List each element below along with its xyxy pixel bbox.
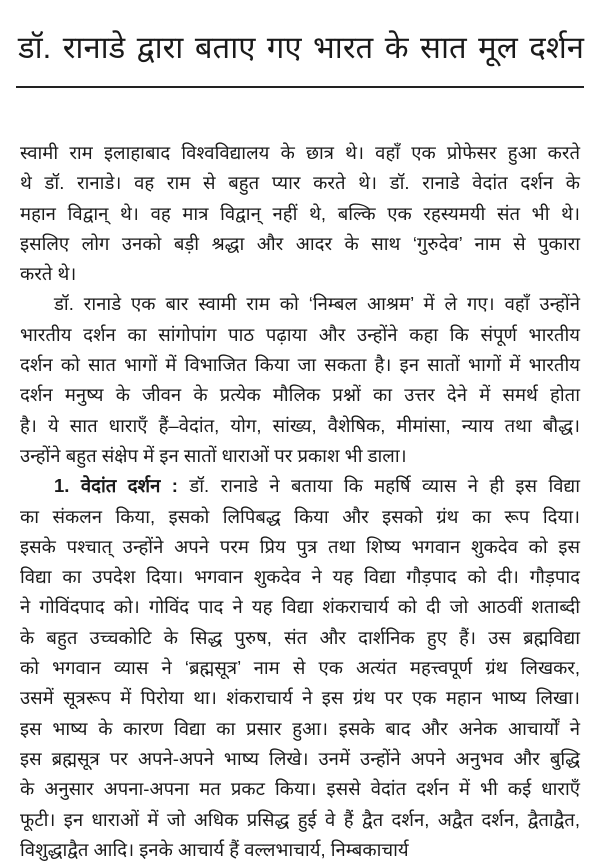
paragraph-2 [20,289,580,471]
text-line: उन्होंने बहुत संक्षेप में इन सातों धाराओं पर प्रकाश भी डाला। [20,444,407,466]
text-line [20,471,580,501]
text-line: भारतीय दर्शन का सांगोपांग पाठ पढ़ाया और उन्होंने कहा कि संपूर्ण भारतीय [20,323,580,345]
text-line: ने गोविंदपाद को। गोविंद पाद ने यह विद्या शंकराचार्य को दी जो आठवीं शताब्दी [20,596,580,618]
text-line: के अनुसार अपना-अपना मत प्रकट किया। इससे वेदांत दर्शन में भी कई धाराएँ [20,778,580,800]
text-line: इसके पश्चात् उन्होंने अपने परम प्रिय पुत्र तथा शिष्य भगवान शुकदेव को इस [20,535,580,557]
text-line: के बहुत उच्चकोटि के सिद्ध पुरुष, संत और दार्शनिक हुए हैं। उस ब्रह्मविद्या [20,626,580,648]
text-line: का संकलन किया, इसको लिपिबद्ध किया और इसको ग्रंथ का रूप दिया। [20,505,580,527]
title-underline [16,86,584,88]
text-line: डॉ. रानाडे एक बार स्वामी राम को ‘निम्बल आश्रम’ में ले गए। वहाँ उन्होंने [54,293,580,315]
text-line: करते थे। [20,263,77,285]
text-line: दर्शन को सात भागों में विभाजित किया जा सकता है। इन सातों भागों में भारतीय [20,354,580,376]
text-line: इस भाष्य के कारण विद्या का प्रसार हुआ। इसके बाद और अनेक आचार्यों ने [20,717,580,739]
section-heading: 1. वेदांत दर्शन : [54,475,178,497]
text-line: है। ये सात धाराएँ हैं–वेदांत, योग, सांख्य, वैशेषिक, मीमांसा, न्याय तथा बौद्ध। [20,414,580,436]
text-line: स्वामी राम इलाहाबाद विश्वविद्यालय के छात्र थे। वहाँ एक प्रोफेसर हुआ करते [20,142,580,163]
text-line: दर्शन मनुष्य के जीवन के प्रत्येक मौलिक प्रश्नों का उत्तर देने में समर्थ होता [20,384,580,406]
page-title: डॉ. रानाडे द्वारा बताए गए भारत के सात मूल दर्शन [18,30,584,65]
article-body [20,138,580,865]
text-line: को भगवान व्यास ने ‘ब्रह्मसूत्र’ नाम से एक अत्यंत महत्त्वपूर्ण ग्रंथ लिखकर, [20,657,580,679]
text-line: उसमें सूत्ररूप में पिरोया था। शंकराचार्य ने इस ग्रंथ पर एक महान भाष्य लिखा। [20,687,580,709]
text-line: विशुद्धाद्वैत आदि। इनके आचार्य हैं वल्लभाचार्य, निम्बकाचार्य [20,838,409,860]
text-line: इसलिए लोग उनको बड़ी श्रद्धा और आदर के साथ ‘गुरुदेव’ नाम से पुकारा [20,232,580,254]
paragraph-1 [20,138,580,289]
text-line: महान विद्वान् थे। वह मात्र विद्वान् नहीं थे, बल्कि एक रहस्यमयी संत भी थे। [20,202,580,224]
paragraph-vedanta [20,471,580,865]
text-line: थे डॉ. रानाडे। वह राम से बहुत प्यार करते थे। डॉ. रानाडे वेदांत दर्शन के [20,172,580,194]
text-line: फूटी। इन धाराओं में जो अधिक प्रसिद्ध हुई वे हैं द्वैत दर्शन, अद्वैत दर्शन, द्वैताद्वैत, [20,808,580,830]
text-line: इस ब्रह्मसूत्र पर अपने-अपने भाष्य लिखे। उनमें उन्होंने अपने अनुभव और बुद्धि [20,747,580,769]
text-line: विद्या का उपदेश दिया। भगवान शुकदेव ने यह विद्या गौड़पाद को दी। गौड़पाद [20,566,580,588]
text-span: डॉ. रानाडे ने बताया कि महर्षि व्यास ने ही इस विद्या [189,475,580,497]
